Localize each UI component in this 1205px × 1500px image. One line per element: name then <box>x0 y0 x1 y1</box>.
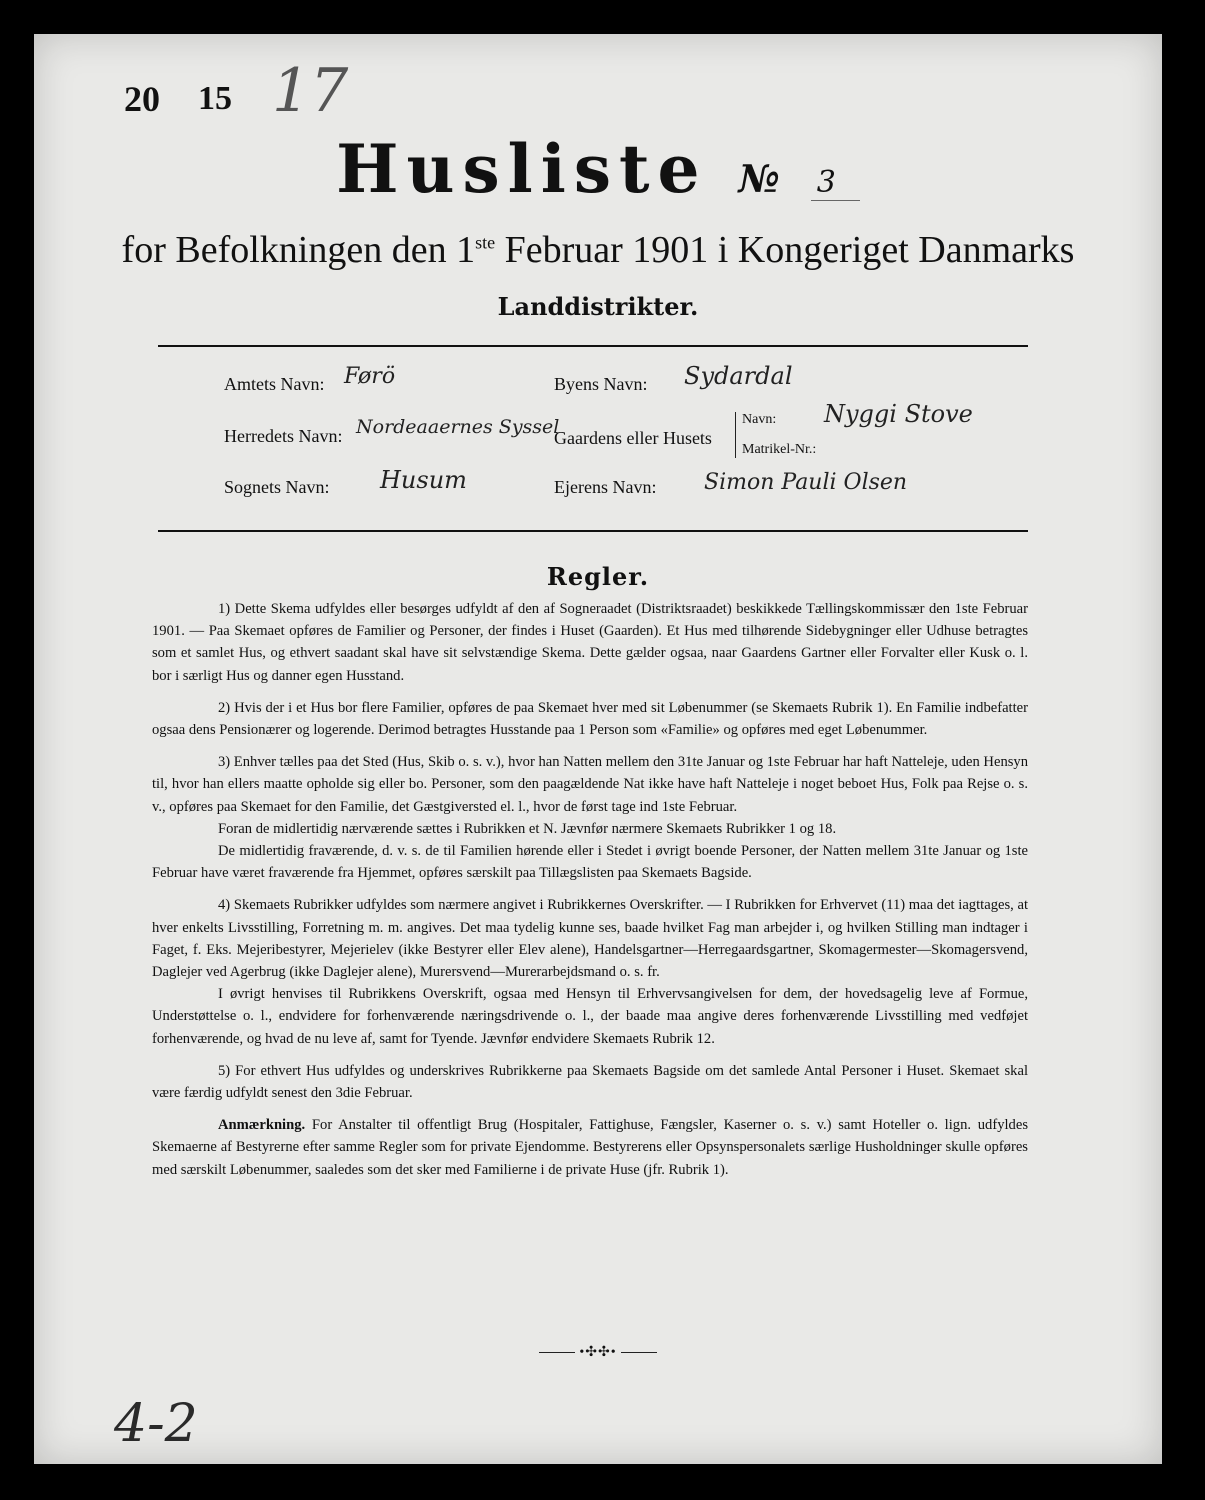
district-heading: Landdistrikter. <box>497 292 699 321</box>
rules-heading: Regler. <box>546 562 650 591</box>
rule-3c: De midlertidig fraværende, d. v. s. de til Familien hørende eller i Stedet i øvrigt boende Personer, der Natten mellem 31te Januar og 1ste Februar have været fraværende fra Hjemmet, opføres særskilt paa Tillægslisten paa Skemaets Bagside. <box>152 843 1028 882</box>
sogn-label: Sognets Navn: <box>224 477 330 497</box>
rule-4a: 4) Skemaets Rubrikker udfyldes som nærmere angivet i Rubrikkernes Overskrifter. — I Rubrikken for Erhvervet (11) maa det iagttages, at hver enkelts Livsstilling, Forretning m. m. angives. Det maa tydelig kunne ses, baade hvilket Fag man arbejder i, og hvilken Stilling man indtager i Faget, f. Eks. Mejeribestyrer, Mejerielev (ikke Bestyrer eller Elev alene), Handelsgartner—Herregaardsgartner, Skomagermester—Skomagersvend, Daglejer ved Agerbrug (ikke Daglejer alene), Murersvend—Murerarbejdsmand o. s. fr. <box>152 897 1028 981</box>
rule-5: 5) For ethvert Hus udfyldes og underskrives Rubrikkerne paa Skemaets Bagside om det samlede Antal Personer i Huset. Skemaet skal være færdig udfyldt senest den 3die Februar. <box>152 1062 1028 1102</box>
note <box>152 1114 1028 1181</box>
subtitle-sup: ste <box>475 232 496 253</box>
title-main: Husliste <box>336 130 708 208</box>
rule-4b: I øvrigt henvises til Rubrikkens Overskrift, ogsaa med Hensyn til Erhvervsangivelsen for dem, der hovedsagelig leve af Formue, Understøttelse o. l., endvidere for forhenværende næringsdrivende o. l., der baade maa angive deres forhenværende Livsstilling med vedføjet forhenværende, og hvad de nu leve af, samt for Tyende. Jævnfør endvidere Skemaets Rubrik 12. <box>152 986 1028 1047</box>
rule-1: 1) Dette Skema udfyldes eller besørges udfyldt af den af Sogneraadet (Distriktsraadet) beskikkede Tællingskommissær den 1ste Februar 1901. — Paa Skemaet opføres de Familier og Personer, der findes i Huset (Gaarden). Et Hus med tilhørende Sidebygninger eller Udhuse betragtes som et samlet Hus, og ethvert saadant skal have sit selvstændige Skema. Dette gælder ogsaa, naar Gaardens Gartner eller Forvalter eller Kusk o. l. bor i særligt Hus og danner egen Husstand. <box>152 601 1028 684</box>
gaard-bracket <box>735 412 736 458</box>
ornament-divider <box>34 1344 1162 1361</box>
list-number-value: 3 <box>811 165 860 201</box>
by-value: Sydardal <box>684 362 793 390</box>
ejer-value: Simon Pauli Olsen <box>704 470 908 495</box>
bottom-handwritten-number: 4-2 <box>114 1394 198 1454</box>
amt-label: Amtets Navn: <box>224 374 325 394</box>
number-symbol: № <box>738 156 780 201</box>
handwritten-number: 17 <box>272 56 349 126</box>
rule-2: 2) Hvis der i et Hus bor flere Familier, opføres de paa Skemaet hver med sit Løbenummer (se Skemaets Rubrik 1). En Familie indbefatter ogsaa dens Pensionærer og logerende. Derimod betragtes Husstande paa 1 Person som «Familie» og opføres med eget Løbenummer. <box>152 699 1028 739</box>
form-title <box>34 130 1162 208</box>
rule-3b: Foran de midlertidig nærværende sættes i Rubrikken et N. Jævnfør nærmere Skemaets Rubrikker 1 og 18. <box>218 820 837 837</box>
rule-3a: 3) Enhver tælles paa det Sted (Hus, Skib o. s. v.), hvor han Natten mellem den 31te Januar og 1ste Februar har haft Natteleje, uden Hensyn til, hvor han ellers maatte opholde sig eller bo. Personer, som den paagældende Nat ikke have haft Natteleje i noget beboet Hus, Folk paa Rejse o. s. v., opføres paa Skemaet for den Familie, det Gæstgiversted el. l., hvor de først tage ind 1ste Februar. <box>152 754 1029 815</box>
ornament-glyphs: •✣✣• <box>579 1345 617 1360</box>
form-number-b: 15 <box>198 80 232 117</box>
subtitle-text-a: for Befolkningen den 1 <box>121 229 476 271</box>
herred-value: Nordeaaernes Syssel <box>356 416 560 438</box>
subtitle-text-b: Februar 1901 i Kongeriget Danmarks <box>495 229 1075 271</box>
navn-value: Nyggi Stove <box>824 400 973 428</box>
amt-value: Førö <box>344 364 396 389</box>
census-form-page <box>34 34 1162 1464</box>
note-label: Anmærkning. <box>218 1117 306 1134</box>
by-label: Byens Navn: <box>554 374 648 394</box>
note-text: For Anstalter til offentligt Brug (Hospitaler, Fattighuse, Fængsler, Kaserner o. s. v.) samt Hoteller o. lign. udfyldes Skemaerne af Bestyrerne efter samme Regler som for private Ejendomme. Bestyrerens eller Opsynspersonalets særlige Husholdninger skulle opføres med særskilt Løbenummer, saaledes som det sker med Familierne i de private Huse (jfr. Rubrik 1). <box>152 1117 1028 1178</box>
form-subtitle <box>34 228 1162 272</box>
rules-body <box>152 598 1028 1191</box>
form-number-a: 20 <box>124 79 160 119</box>
sogn-value: Husum <box>380 466 467 494</box>
navn-label: Navn: <box>742 412 777 427</box>
herred-label: Herredets Navn: <box>224 426 343 446</box>
bottom-divider <box>158 530 1028 532</box>
gaard-label: Gaardens eller Husets <box>554 428 712 448</box>
matrikel-label: Matrikel-Nr.: <box>742 442 817 457</box>
top-divider <box>158 345 1028 347</box>
ejer-label: Ejerens Navn: <box>554 477 657 497</box>
